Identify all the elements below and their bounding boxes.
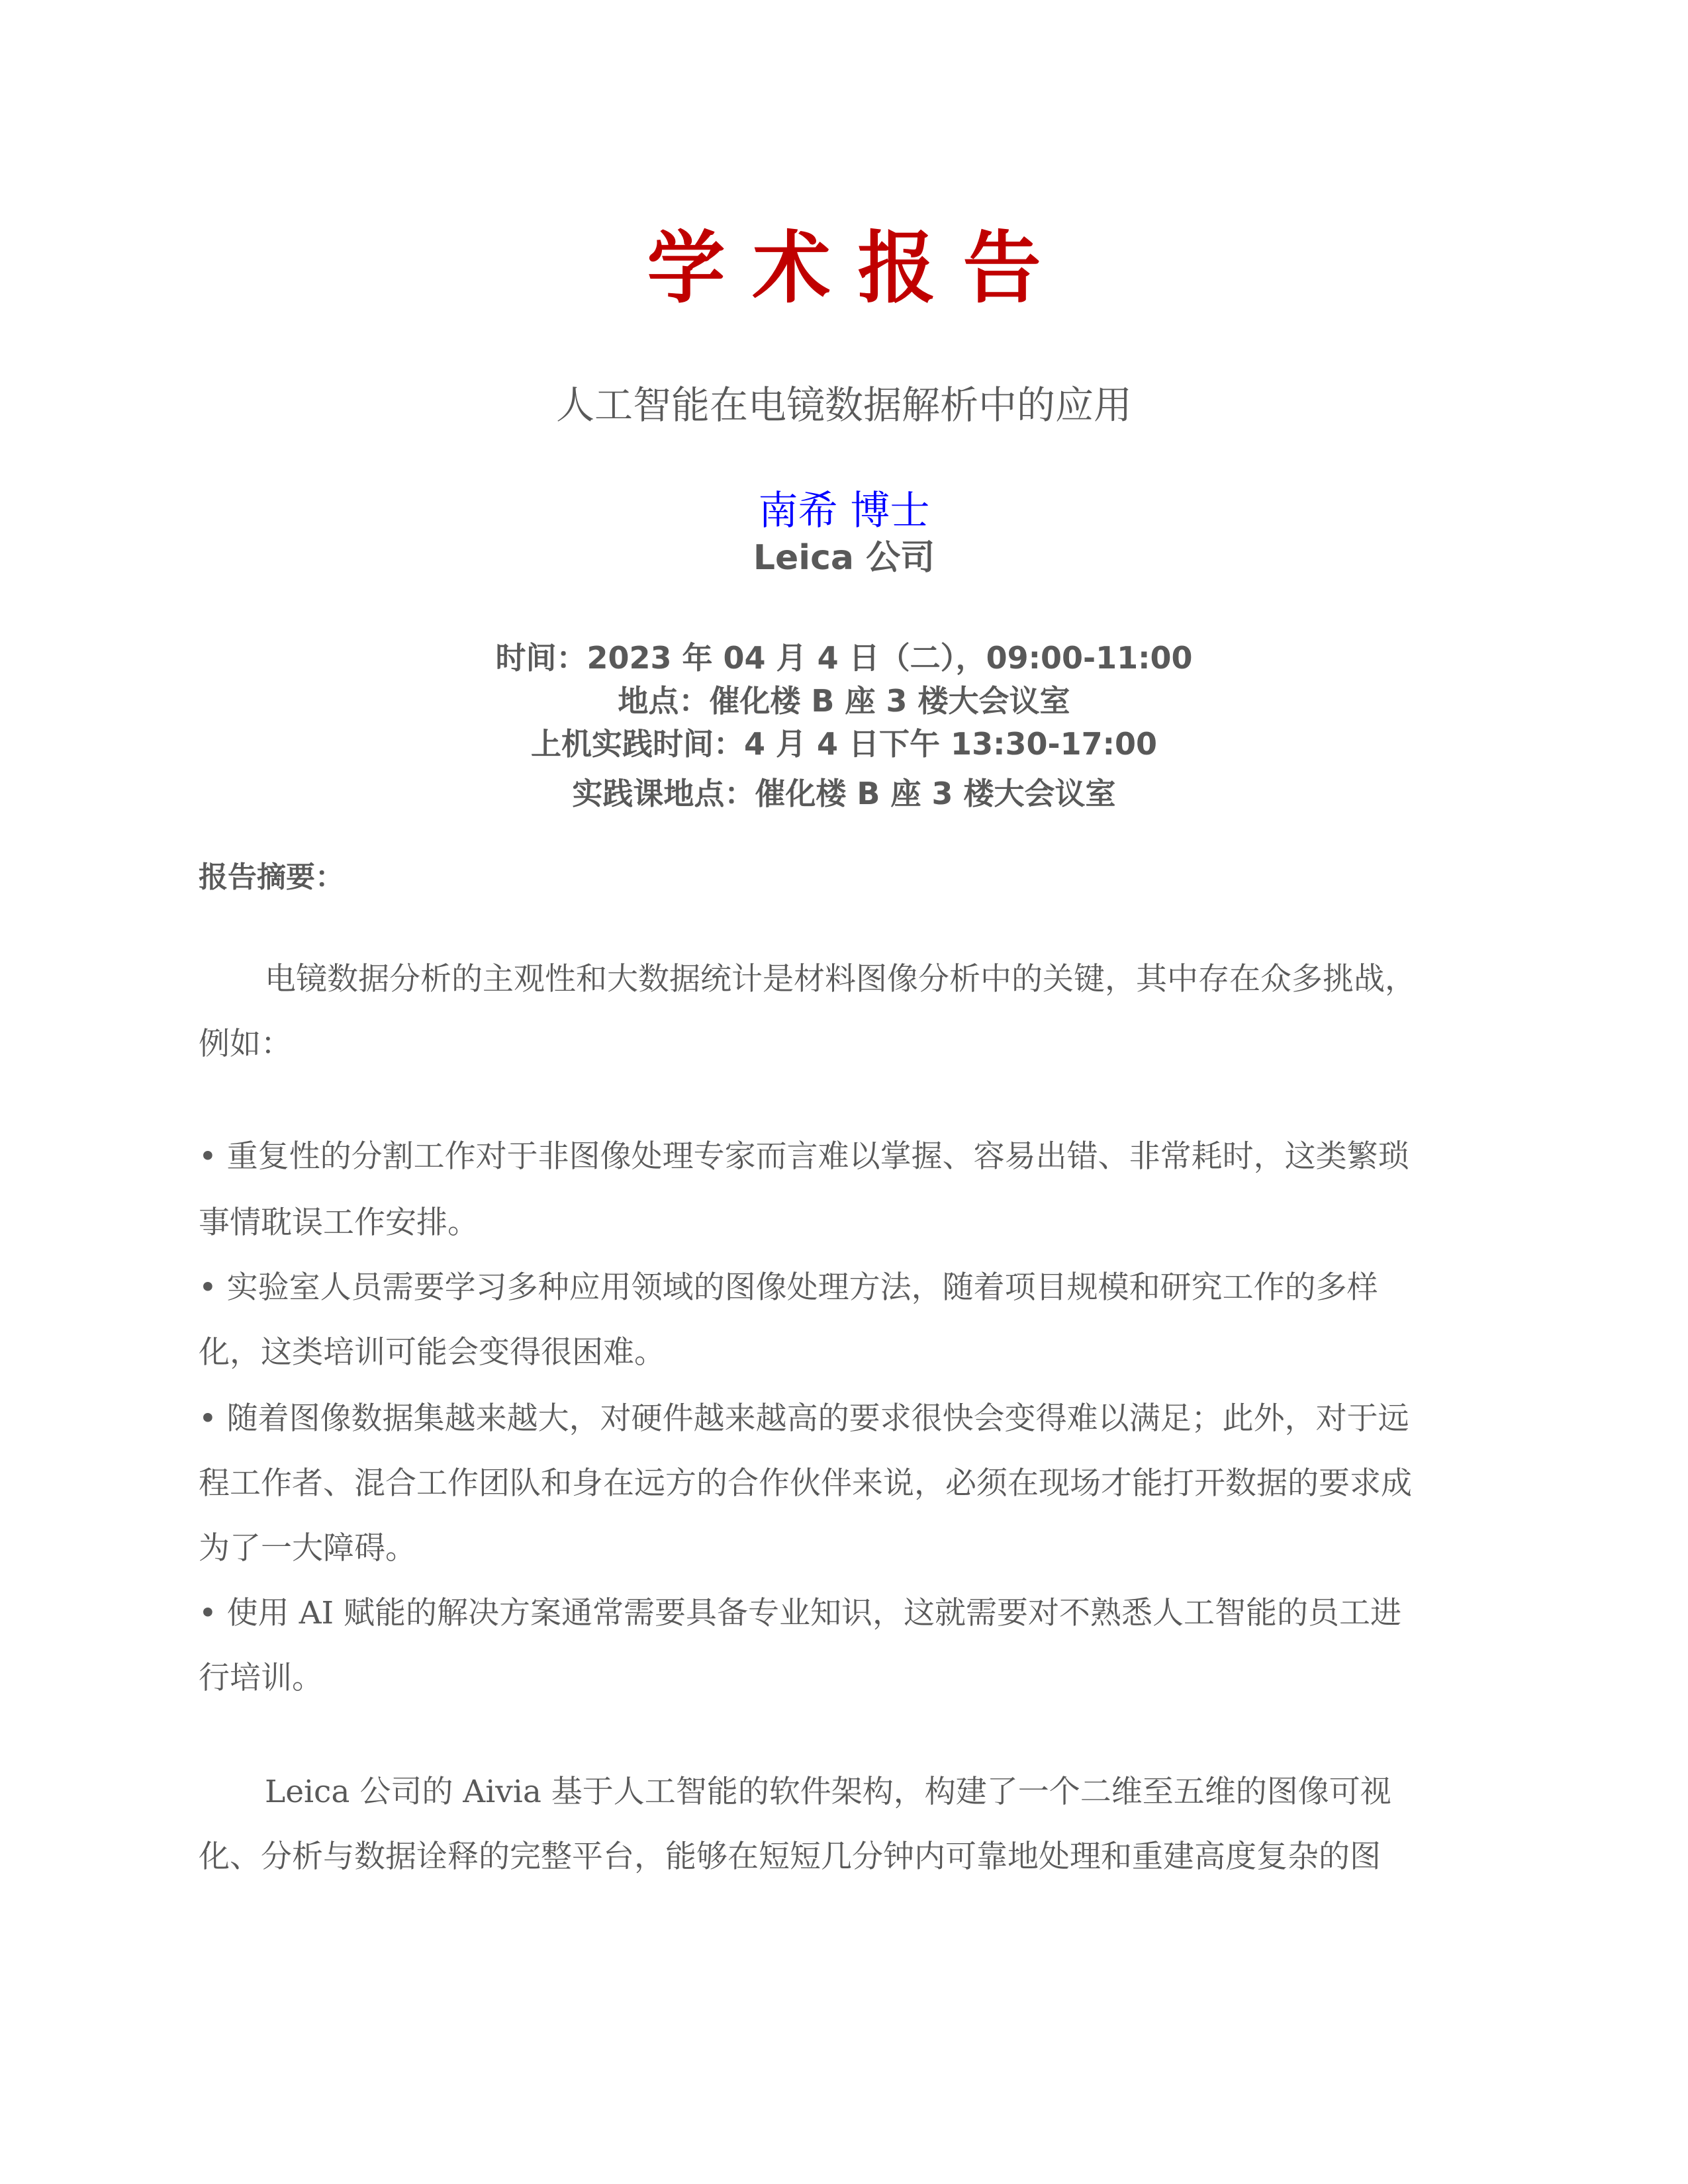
practice-time: 上机实践时间：4 月 4 日下午 13:30-17:00	[530, 726, 1157, 762]
page-title: 学 术 报 告	[647, 222, 1041, 314]
abstract-line: • 实验室人员需要学习多种应用领域的图像处理方法，随着项目规模和研究工作的多样	[199, 1269, 1378, 1306]
abstract-line: 电镜数据分析的主观性和大数据统计是材料图像分析中的关键，其中存在众多挑战，	[265, 961, 1416, 997]
practice-location: 实践课地点：催化楼 B 座 3 楼大会议室	[572, 776, 1116, 811]
abstract-line: Leica 公司的 Aivia 基于人工智能的软件架构，构建了一个二维至五维的图像可视	[265, 1774, 1391, 1810]
abstract-line: 例如：	[199, 1026, 292, 1062]
speaker-name: 南希 博士	[758, 488, 930, 534]
abstract-heading: 报告摘要：	[199, 860, 344, 894]
report-subtitle: 人工智能在电镜数据解析中的应用	[555, 383, 1132, 428]
abstract-line: 化、分析与数据诠释的完整平台，能够在短短几分钟内可靠地处理和重建高度复杂的图	[199, 1839, 1381, 1875]
event-location: 地点：催化楼 B 座 3 楼大会议室	[618, 683, 1070, 719]
abstract-line: 事情耽误工作安排。	[199, 1205, 479, 1241]
abstract-line: • 使用 AI 赋能的解决方案通常需要具备专业知识，这就需要对不熟悉人工智能的员工进	[199, 1595, 1402, 1631]
abstract-line: 化，这类培训可能会变得很困难。	[199, 1334, 665, 1371]
speaker-company: Leica 公司	[753, 538, 935, 578]
abstract-line: 为了一大障碍。	[199, 1530, 416, 1567]
event-time: 时间：2023 年 04 月 4 日（二），09:00-11:00	[495, 640, 1193, 676]
abstract-line: 程工作者、混合工作团队和身在远方的合作伙伴来说，必须在现场才能打开数据的要求成	[199, 1465, 1412, 1502]
abstract-line: • 随着图像数据集越来越大，对硬件越来越高的要求很快会变得难以满足；此外，对于远	[199, 1400, 1409, 1437]
abstract-line: 行培训。	[199, 1660, 323, 1696]
abstract-line: • 重复性的分割工作对于非图像处理专家而言难以掌握、容易出错、非常耗时，这类繁琐	[199, 1138, 1409, 1175]
